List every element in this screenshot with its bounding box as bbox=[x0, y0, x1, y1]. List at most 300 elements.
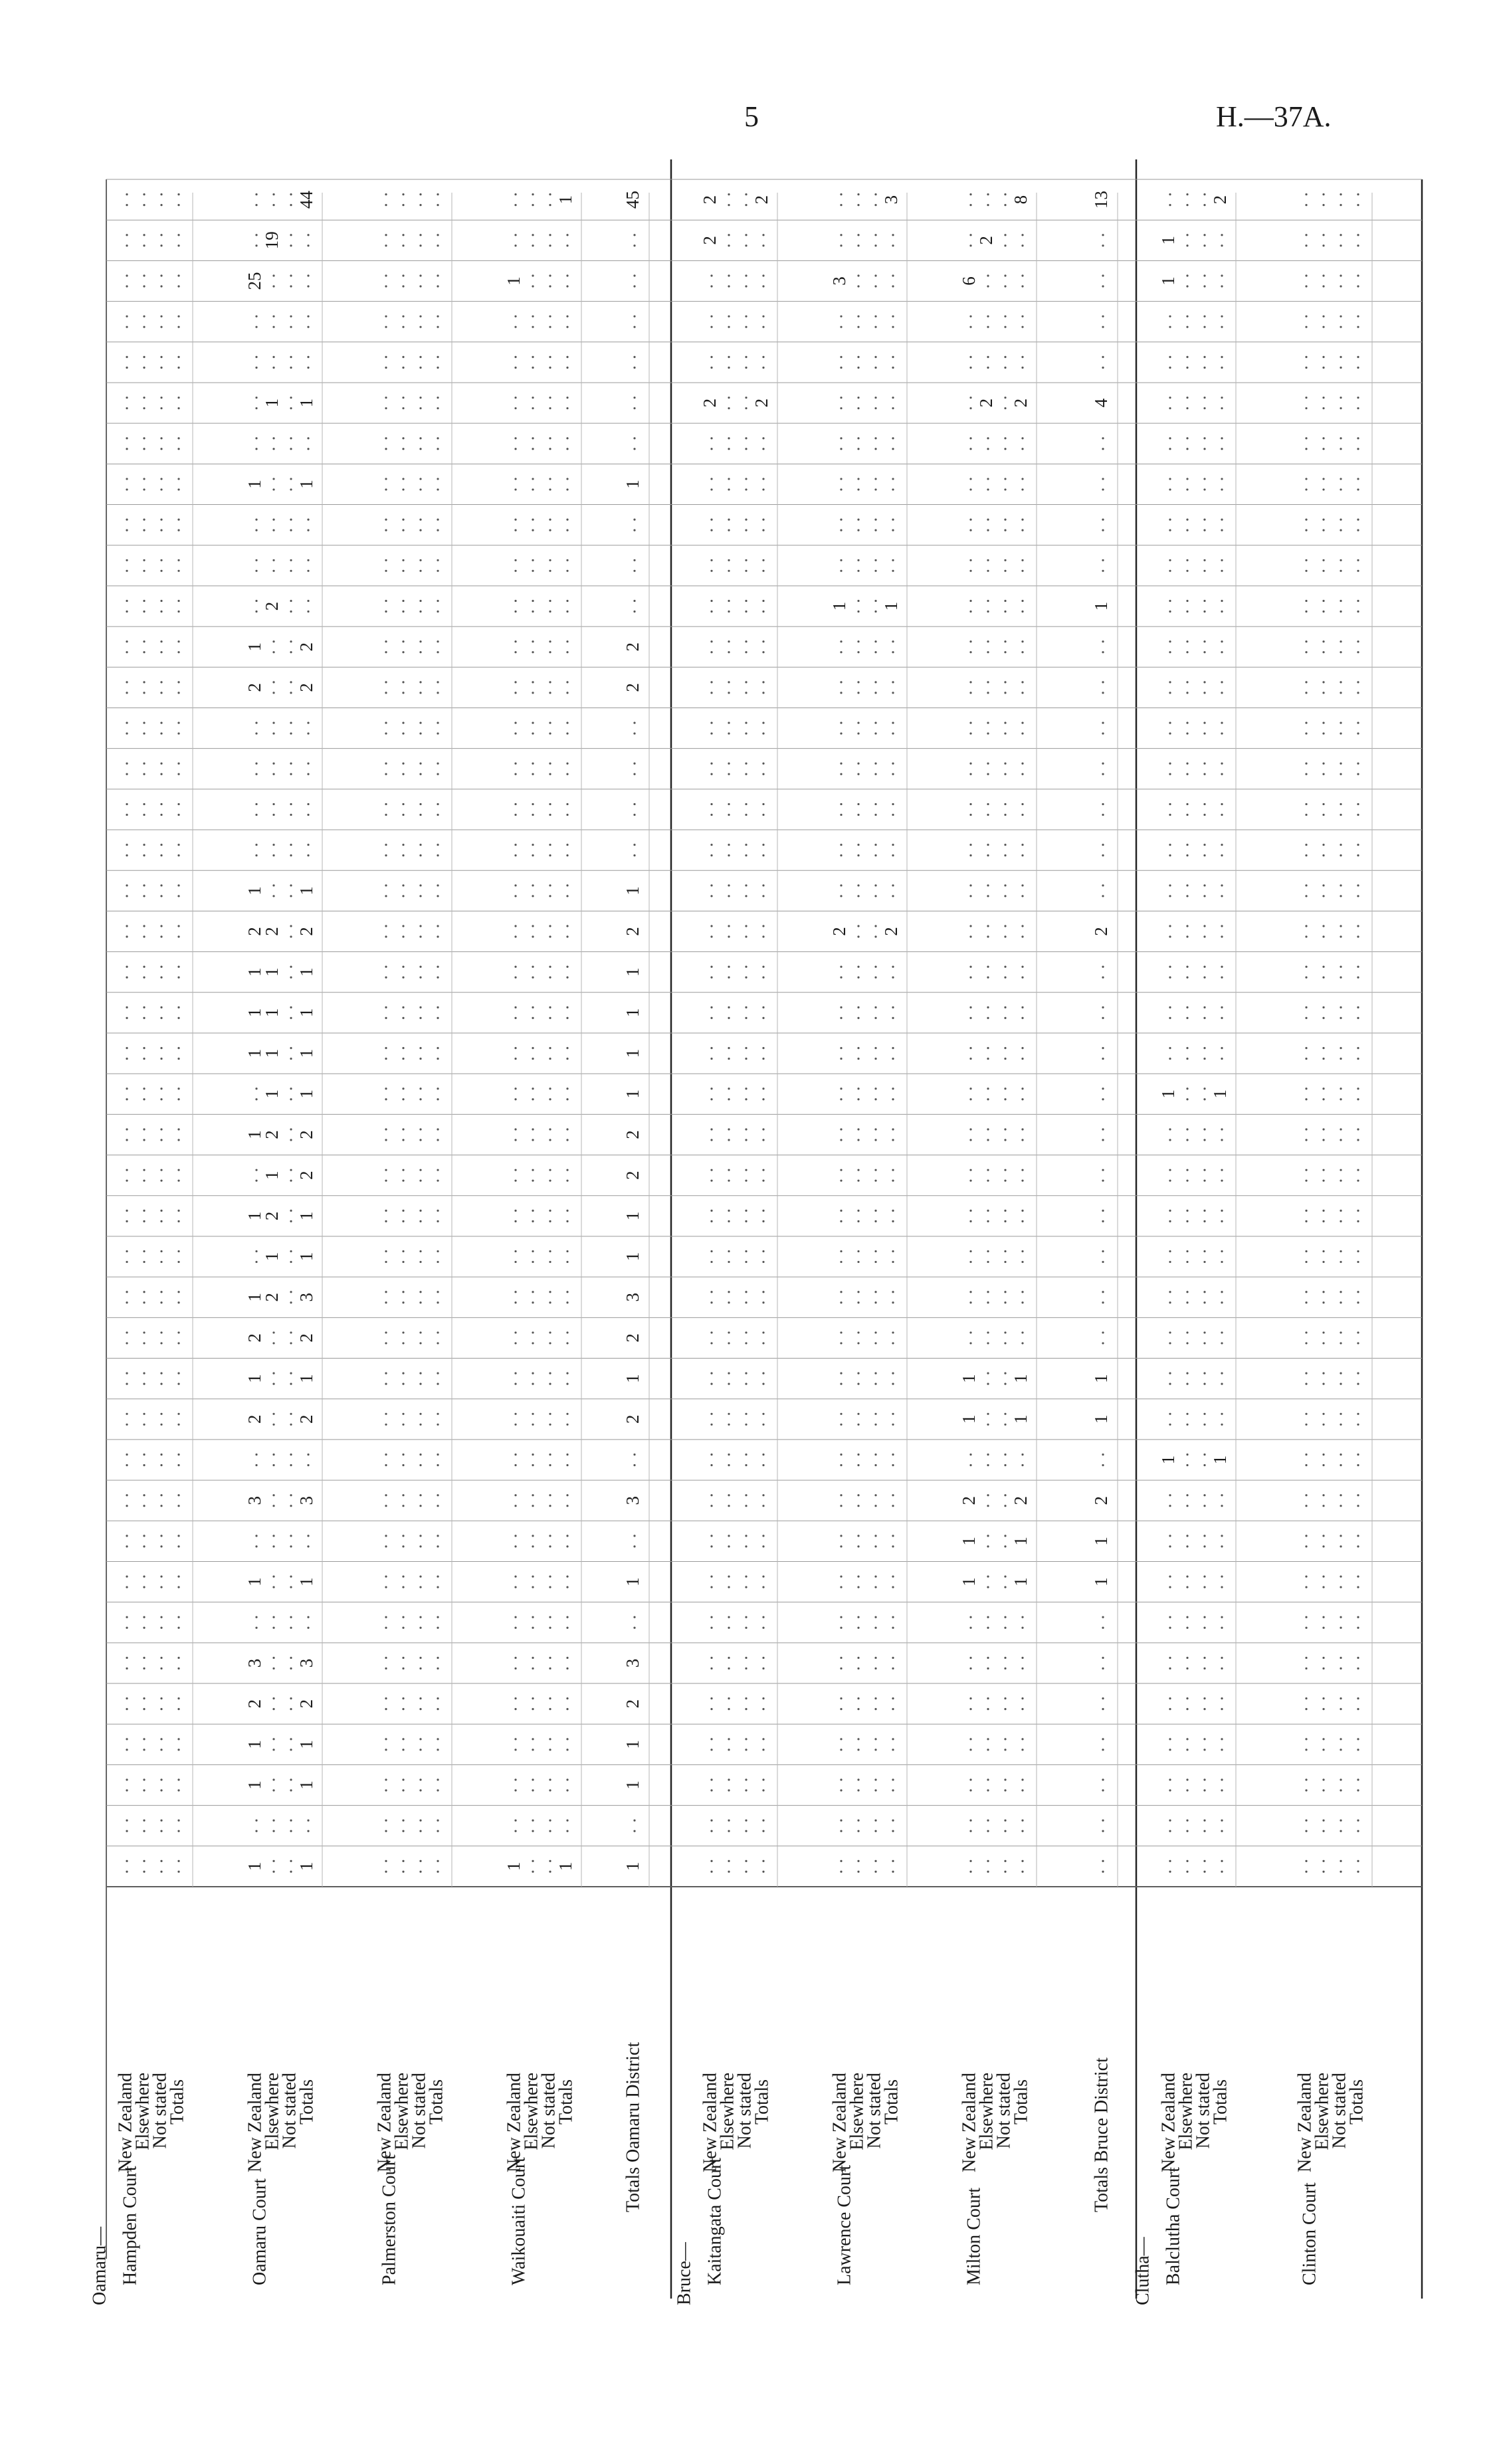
leader-dot bbox=[1322, 1006, 1324, 1008]
leader-dot bbox=[402, 1139, 404, 1141]
leader-dot bbox=[1322, 1454, 1324, 1456]
leader-dot bbox=[566, 1331, 568, 1333]
leader-dot bbox=[1102, 1139, 1104, 1141]
cell-value: 1 bbox=[245, 1740, 265, 1749]
leader-dot bbox=[419, 681, 421, 683]
leader-dot bbox=[514, 966, 516, 968]
leader-dot bbox=[419, 692, 421, 694]
leader-dot bbox=[857, 367, 859, 369]
leader-dot bbox=[255, 1545, 257, 1547]
leader-dot bbox=[532, 763, 534, 765]
leader-dot bbox=[385, 1820, 387, 1822]
leader-dot bbox=[290, 1464, 292, 1466]
leader-dot bbox=[1221, 1210, 1223, 1212]
leader-dot bbox=[1021, 285, 1023, 287]
leader-dot bbox=[532, 529, 534, 531]
leader-dot bbox=[987, 1820, 989, 1822]
leader-dot bbox=[745, 844, 747, 846]
leader-dot bbox=[1169, 966, 1171, 968]
leader-dot bbox=[1221, 1505, 1223, 1507]
leader-dot bbox=[710, 1820, 712, 1822]
leader-dot bbox=[874, 732, 876, 734]
leader-dot bbox=[402, 1210, 404, 1212]
leader-dot bbox=[969, 356, 971, 358]
leader-dot bbox=[1357, 1098, 1359, 1100]
leader-dot bbox=[402, 1180, 404, 1182]
leader-dot bbox=[437, 1627, 439, 1629]
leader-dot bbox=[1004, 600, 1006, 602]
leader-dot bbox=[1340, 193, 1342, 195]
leader-dot bbox=[1340, 1047, 1342, 1049]
leader-dot bbox=[514, 1058, 516, 1060]
leader-dot bbox=[532, 1616, 534, 1618]
leader-dot bbox=[402, 234, 404, 236]
leader-dot bbox=[710, 1017, 712, 1019]
cell-value: 44 bbox=[296, 191, 317, 209]
leader-dot bbox=[514, 803, 516, 805]
leader-dot bbox=[566, 651, 568, 653]
leader-dot bbox=[1221, 1017, 1223, 1019]
row-label: Totals bbox=[1011, 2079, 1032, 2125]
leader-dot bbox=[1021, 1291, 1023, 1293]
leader-dot bbox=[566, 1250, 568, 1252]
leader-dot bbox=[385, 1738, 387, 1740]
leader-dot bbox=[160, 397, 162, 399]
leader-dot bbox=[126, 640, 128, 642]
leader-dot bbox=[160, 1220, 162, 1222]
leader-dot bbox=[762, 1697, 764, 1699]
leader-dot bbox=[1021, 1778, 1023, 1780]
leader-dot bbox=[969, 1749, 971, 1751]
leader-dot bbox=[1169, 600, 1171, 602]
leader-dot bbox=[290, 1535, 292, 1537]
leader-dot bbox=[1004, 1139, 1006, 1141]
leader-dot bbox=[874, 448, 876, 450]
leader-dot bbox=[177, 1017, 179, 1019]
cell-value: 1 bbox=[623, 1008, 643, 1018]
leader-dot bbox=[1004, 773, 1006, 775]
leader-dot bbox=[143, 977, 145, 979]
cell-value: 1 bbox=[245, 967, 265, 977]
leader-dot bbox=[728, 326, 730, 328]
leader-dot bbox=[969, 640, 971, 642]
cell-value: 2 bbox=[700, 236, 720, 245]
leader-dot bbox=[1322, 1575, 1324, 1577]
leader-dot bbox=[1221, 397, 1223, 399]
leader-dot bbox=[633, 814, 635, 816]
leader-dot bbox=[385, 1128, 387, 1130]
leader-dot bbox=[1004, 478, 1006, 480]
leader-dot bbox=[1357, 651, 1359, 653]
leader-dot bbox=[987, 651, 989, 653]
leader-dot bbox=[874, 844, 876, 846]
leader-dot bbox=[987, 1210, 989, 1212]
leader-dot bbox=[1340, 844, 1342, 846]
leader-dot bbox=[633, 844, 635, 846]
leader-dot bbox=[840, 966, 842, 968]
leader-dot bbox=[402, 274, 404, 276]
leader-dot bbox=[437, 1454, 439, 1456]
leader-dot bbox=[1322, 1331, 1324, 1333]
leader-dot bbox=[514, 692, 516, 694]
leader-dot bbox=[419, 1627, 421, 1629]
leader-dot bbox=[307, 763, 309, 765]
cell-value: 2 bbox=[1091, 927, 1112, 936]
leader-dot bbox=[1203, 1261, 1205, 1263]
leader-dot bbox=[532, 1454, 534, 1456]
cell-value: 8 bbox=[1011, 195, 1031, 205]
leader-dot bbox=[892, 1383, 894, 1385]
leader-dot bbox=[1322, 559, 1324, 561]
leader-dot bbox=[969, 478, 971, 480]
leader-dot bbox=[1004, 1058, 1006, 1060]
leader-dot bbox=[857, 1586, 859, 1588]
leader-dot bbox=[307, 437, 309, 439]
leader-dot bbox=[402, 1789, 404, 1791]
leader-dot bbox=[177, 925, 179, 927]
leader-dot bbox=[272, 844, 274, 846]
leader-dot bbox=[1102, 1291, 1104, 1293]
leader-dot bbox=[160, 884, 162, 886]
leader-dot bbox=[1186, 1047, 1188, 1049]
leader-dot bbox=[143, 1616, 145, 1618]
leader-dot bbox=[177, 1169, 179, 1171]
leader-dot bbox=[1102, 1342, 1104, 1344]
leader-dot bbox=[566, 234, 568, 236]
leader-dot bbox=[1322, 1830, 1324, 1832]
leader-dot bbox=[255, 1464, 257, 1466]
leader-dot bbox=[1004, 935, 1006, 937]
leader-dot bbox=[1203, 448, 1205, 450]
row-label: Not stated bbox=[409, 2073, 430, 2149]
leader-dot bbox=[874, 773, 876, 775]
leader-dot bbox=[762, 773, 764, 775]
leader-dot bbox=[1322, 1342, 1324, 1344]
leader-dot bbox=[402, 966, 404, 968]
leader-dot bbox=[160, 274, 162, 276]
leader-dot bbox=[566, 640, 568, 642]
leader-dot bbox=[987, 977, 989, 979]
leader-dot bbox=[1305, 1006, 1307, 1008]
cell-value: 1 bbox=[1091, 1577, 1112, 1586]
leader-dot bbox=[892, 529, 894, 531]
leader-dot bbox=[1322, 1047, 1324, 1049]
leader-dot bbox=[892, 814, 894, 816]
leader-dot bbox=[1340, 1535, 1342, 1537]
leader-dot bbox=[255, 773, 257, 775]
leader-dot bbox=[857, 1535, 859, 1537]
leader-dot bbox=[514, 814, 516, 816]
leader-dot bbox=[987, 437, 989, 439]
leader-dot bbox=[892, 437, 894, 439]
leader-dot bbox=[1021, 326, 1023, 328]
leader-dot bbox=[402, 1708, 404, 1710]
leader-dot bbox=[633, 1454, 635, 1456]
leader-dot bbox=[290, 721, 292, 723]
leader-dot bbox=[290, 1169, 292, 1171]
leader-dot bbox=[633, 559, 635, 561]
leader-dot bbox=[1340, 1667, 1342, 1669]
leader-dot bbox=[290, 407, 292, 409]
leader-dot bbox=[1305, 1098, 1307, 1100]
leader-dot bbox=[762, 1006, 764, 1008]
leader-dot bbox=[969, 397, 971, 399]
leader-dot bbox=[1186, 1250, 1188, 1252]
leader-dot bbox=[1186, 1098, 1188, 1100]
leader-dot bbox=[177, 935, 179, 937]
leader-dot bbox=[385, 1667, 387, 1669]
leader-dot bbox=[160, 285, 162, 287]
leader-dot bbox=[143, 1505, 145, 1507]
leader-dot bbox=[532, 803, 534, 805]
leader-dot bbox=[1169, 773, 1171, 775]
leader-dot bbox=[419, 407, 421, 409]
leader-dot bbox=[892, 1220, 894, 1222]
leader-dot bbox=[969, 1830, 971, 1832]
leader-dot bbox=[1340, 1291, 1342, 1293]
leader-dot bbox=[532, 721, 534, 723]
cell-value: 2 bbox=[262, 927, 282, 936]
leader-dot bbox=[160, 600, 162, 602]
leader-dot bbox=[1322, 1860, 1324, 1862]
leader-dot bbox=[1004, 570, 1006, 572]
cell-value: 3 bbox=[881, 195, 902, 205]
leader-dot bbox=[840, 1749, 842, 1751]
leader-dot bbox=[1221, 559, 1223, 561]
leader-dot bbox=[419, 1250, 421, 1252]
leader-dot bbox=[532, 814, 534, 816]
leader-dot bbox=[402, 600, 404, 602]
leader-dot bbox=[762, 732, 764, 734]
leader-dot bbox=[840, 1058, 842, 1060]
leader-dot bbox=[532, 1413, 534, 1415]
leader-dot bbox=[710, 1749, 712, 1751]
leader-dot bbox=[385, 763, 387, 765]
cell-value: 2 bbox=[296, 1333, 317, 1343]
leader-dot bbox=[1169, 721, 1171, 723]
leader-dot bbox=[290, 326, 292, 328]
leader-dot bbox=[1340, 1738, 1342, 1740]
leader-dot bbox=[633, 773, 635, 775]
leader-dot bbox=[437, 925, 439, 927]
leader-dot bbox=[1021, 651, 1023, 653]
leader-dot bbox=[307, 274, 309, 276]
leader-dot bbox=[1169, 814, 1171, 816]
leader-dot bbox=[385, 1220, 387, 1222]
leader-dot bbox=[1357, 1128, 1359, 1130]
leader-dot bbox=[272, 1667, 274, 1669]
leader-dot bbox=[1169, 681, 1171, 683]
leader-dot bbox=[419, 1657, 421, 1659]
leader-dot bbox=[728, 1789, 730, 1791]
leader-dot bbox=[177, 1047, 179, 1049]
leader-dot bbox=[1305, 274, 1307, 276]
leader-dot bbox=[762, 1383, 764, 1385]
leader-dot bbox=[745, 1128, 747, 1130]
leader-dot bbox=[437, 1667, 439, 1669]
leader-dot bbox=[514, 1657, 516, 1659]
leader-dot bbox=[290, 1180, 292, 1182]
leader-dot bbox=[1102, 570, 1104, 572]
leader-dot bbox=[385, 1383, 387, 1385]
leader-dot bbox=[566, 559, 568, 561]
leader-dot bbox=[840, 1789, 842, 1791]
leader-dot bbox=[437, 1261, 439, 1263]
leader-dot bbox=[402, 244, 404, 246]
leader-dot bbox=[1004, 274, 1006, 276]
leader-dot bbox=[1322, 977, 1324, 979]
leader-dot bbox=[126, 1708, 128, 1710]
leader-dot bbox=[255, 559, 257, 561]
leader-dot bbox=[874, 1383, 876, 1385]
leader-dot bbox=[126, 1789, 128, 1791]
leader-dot bbox=[566, 407, 568, 409]
leader-dot bbox=[290, 1373, 292, 1374]
leader-dot bbox=[1203, 437, 1205, 439]
leader-dot bbox=[1357, 844, 1359, 846]
leader-dot bbox=[892, 1871, 894, 1873]
leader-dot bbox=[126, 234, 128, 236]
leader-dot bbox=[1169, 1575, 1171, 1577]
leader-dot bbox=[1021, 1657, 1023, 1659]
leader-dot bbox=[874, 1220, 876, 1222]
leader-dot bbox=[745, 437, 747, 439]
leader-dot bbox=[1357, 356, 1359, 358]
leader-dot bbox=[1357, 1627, 1359, 1629]
leader-dot bbox=[745, 1464, 747, 1466]
leader-dot bbox=[272, 1331, 274, 1333]
leader-dot bbox=[1102, 884, 1104, 886]
leader-dot bbox=[710, 1169, 712, 1171]
leader-dot bbox=[710, 1545, 712, 1547]
leader-dot bbox=[419, 1738, 421, 1740]
leader-dot bbox=[745, 814, 747, 816]
leader-dot bbox=[710, 316, 712, 318]
leader-dot bbox=[307, 721, 309, 723]
leader-dot bbox=[874, 1627, 876, 1629]
leader-dot bbox=[1357, 437, 1359, 439]
leader-dot bbox=[874, 640, 876, 642]
leader-dot bbox=[874, 814, 876, 816]
leader-dot bbox=[745, 1708, 747, 1710]
leader-dot bbox=[874, 1860, 876, 1862]
leader-dot bbox=[1186, 356, 1188, 358]
leader-dot bbox=[1340, 966, 1342, 968]
leader-dot bbox=[532, 1169, 534, 1171]
leader-dot bbox=[745, 193, 747, 195]
leader-dot bbox=[532, 1708, 534, 1710]
leader-dot bbox=[762, 1413, 764, 1415]
leader-dot bbox=[532, 732, 534, 734]
cell-value: 1 bbox=[245, 886, 265, 896]
leader-dot bbox=[402, 356, 404, 358]
leader-dot bbox=[1021, 1627, 1023, 1629]
leader-dot bbox=[514, 1424, 516, 1426]
leader-dot bbox=[1340, 1088, 1342, 1090]
leader-dot bbox=[272, 763, 274, 765]
leader-dot bbox=[1169, 1424, 1171, 1426]
leader-dot bbox=[987, 1413, 989, 1415]
leader-dot bbox=[710, 966, 712, 968]
leader-dot bbox=[549, 397, 551, 399]
leader-dot bbox=[1322, 1301, 1324, 1303]
leader-dot bbox=[762, 935, 764, 937]
leader-dot bbox=[969, 763, 971, 765]
leader-dot bbox=[1357, 204, 1359, 206]
leader-dot bbox=[177, 1738, 179, 1740]
leader-dot bbox=[745, 570, 747, 572]
leader-dot bbox=[549, 1058, 551, 1060]
leader-dot bbox=[1221, 692, 1223, 694]
leader-dot bbox=[419, 1017, 421, 1019]
leader-dot bbox=[290, 1291, 292, 1293]
leader-dot bbox=[549, 1789, 551, 1791]
leader-dot bbox=[874, 1058, 876, 1060]
leader-dot bbox=[290, 1697, 292, 1699]
cell-value: 2 bbox=[623, 683, 643, 692]
leader-dot bbox=[549, 1342, 551, 1344]
leader-dot bbox=[969, 1627, 971, 1629]
leader-dot bbox=[1004, 651, 1006, 653]
leader-dot bbox=[840, 1220, 842, 1222]
leader-dot bbox=[633, 1830, 635, 1832]
leader-dot bbox=[1340, 1454, 1342, 1456]
leader-dot bbox=[549, 763, 551, 765]
leader-dot bbox=[419, 1871, 421, 1873]
leader-dot bbox=[745, 640, 747, 642]
leader-dot bbox=[514, 234, 516, 236]
leader-dot bbox=[1357, 1738, 1359, 1740]
leader-dot bbox=[840, 1871, 842, 1873]
leader-dot bbox=[874, 274, 876, 276]
leader-dot bbox=[1322, 600, 1324, 602]
leader-dot bbox=[1102, 1871, 1104, 1873]
leader-dot bbox=[892, 1180, 894, 1182]
leader-dot bbox=[566, 326, 568, 328]
leader-dot bbox=[857, 1169, 859, 1171]
leader-dot bbox=[1169, 1820, 1171, 1822]
leader-dot bbox=[892, 1575, 894, 1577]
leader-dot bbox=[290, 244, 292, 246]
leader-dot bbox=[745, 895, 747, 897]
leader-dot bbox=[549, 356, 551, 358]
leader-dot bbox=[402, 1738, 404, 1740]
leader-dot bbox=[566, 1464, 568, 1466]
leader-dot bbox=[710, 1301, 712, 1303]
leader-dot bbox=[160, 1708, 162, 1710]
leader-dot bbox=[857, 570, 859, 572]
leader-dot bbox=[160, 1738, 162, 1740]
leader-dot bbox=[143, 844, 145, 846]
court-name: Balclutha Court bbox=[1163, 2166, 1184, 2285]
leader-dot bbox=[728, 935, 730, 937]
leader-dot bbox=[437, 559, 439, 561]
leader-dot bbox=[728, 651, 730, 653]
leader-dot bbox=[745, 1261, 747, 1263]
leader-dot bbox=[385, 1697, 387, 1699]
leader-dot bbox=[566, 1535, 568, 1537]
leader-dot bbox=[419, 1708, 421, 1710]
leader-dot bbox=[987, 1342, 989, 1344]
leader-dot bbox=[419, 1169, 421, 1171]
cell-value: 3 bbox=[623, 1658, 643, 1668]
leader-dot bbox=[1203, 234, 1205, 236]
leader-dot bbox=[1102, 1616, 1104, 1618]
leader-dot bbox=[840, 1331, 842, 1333]
leader-dot bbox=[710, 925, 712, 927]
leader-dot bbox=[1169, 1047, 1171, 1049]
leader-dot bbox=[710, 1006, 712, 1008]
